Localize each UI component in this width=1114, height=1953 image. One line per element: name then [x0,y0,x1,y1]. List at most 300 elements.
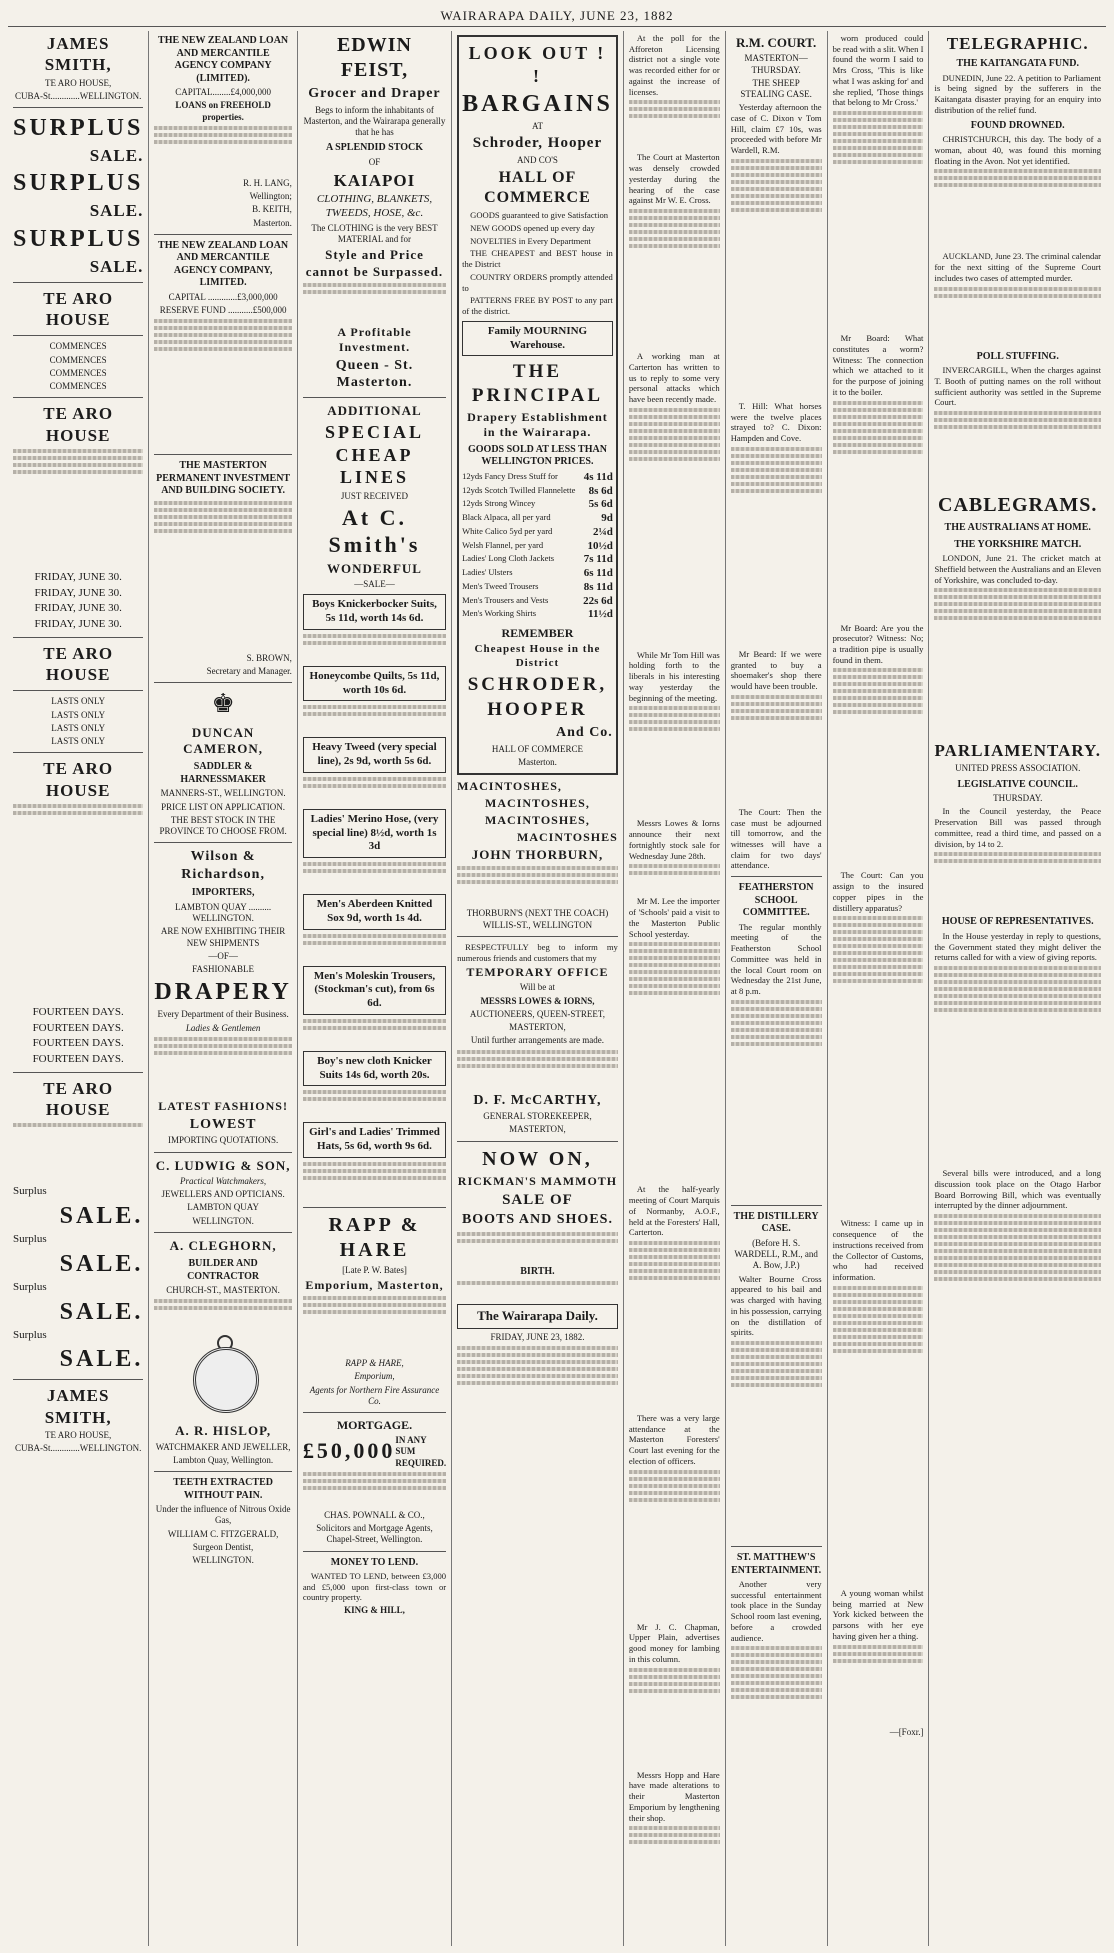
text-filler [457,866,618,906]
daily-masthead: The Wairarapa Daily. [457,1304,618,1328]
fourteen-line: FOURTEEN DAYS. [32,1005,124,1018]
text-filler [731,695,822,805]
pocket-watch-icon [188,1335,258,1417]
birth-heading: BIRTH. [520,1265,555,1277]
price-value: 7s 11d [583,553,613,566]
sale-line: SALE. [59,1250,144,1277]
fourteen-line: FOURTEEN DAYS. [32,1037,124,1050]
featherston-heading: FEATHERSTON SCHOOL COMMITTEE. [738,882,814,919]
sale-line: SALE. [59,1346,144,1373]
friday-line: FRIDAY, JUNE 30. [34,586,122,599]
just-received: JUST RECEIVED [340,490,409,501]
text-filler [154,319,291,449]
signatory-place: Masterton. [253,217,292,228]
price-row [462,485,613,499]
news-paragraph: The Court at Masterton was densely crowded yesterday during the hearing of the case against Mr W. E. Cross. [628,152,720,206]
page-masthead: WAIRARAPA DAILY, JUNE 23, 1882 [8,6,1106,27]
featherston-paragraph: The regular monthly meeting of the Featherston School Committee was held in the local Court room on Wednesday the 21st June, at 8 p.m. [730,921,822,997]
best-material: The CLOTHING is the very BEST MATERIAL and for [311,222,438,244]
price-item: 12yds Fancy Dress Stuff for [462,470,558,481]
saddler-address: MANNERS-ST., WELLINGTON. [160,788,286,799]
text-filler [629,1826,720,1916]
feist-trade: Grocer and Draper [308,86,441,101]
price-value: 9d [601,512,613,525]
mccarthy-town: MASTERTON, [509,1124,566,1135]
divider [154,454,291,455]
ludwig-city: WELLINGTON. [192,1215,254,1226]
text-filler [303,777,446,805]
price-value: 6s 11d [583,567,613,580]
stuffing-heading: POLL STUFFING. [976,350,1059,362]
rapp-late: [Late P. W. Bates] [342,1264,407,1275]
signatory: S. BROWN, [246,652,292,663]
price-value: 22s 6d [583,594,613,607]
lowest-line: LOWEST [189,1116,257,1132]
court-paragraph: Witness: I came up in consequence of the instructions received from the Collector of Customs, who had received information. [832,1218,924,1283]
offer-moleskin: Men's Moleskin Trousers, (Stockman's cut), from 6s 6d. [303,966,446,1015]
divider [13,637,143,638]
price-item: Ladies' Long Cloth Jackets [462,553,555,564]
telegraph-paragraph: LONDON, June 21. The cricket match at Sheffield between the Australians and an Eleven of Yorkshire, was concluded to-day. [934,553,1102,585]
pownall-name: CHAS. POWNALL & CO., [324,1509,425,1520]
divider [154,234,291,235]
house-heading: HOUSE OF REPRESENTATIVES. [941,916,1094,928]
macintoshes-line: MACINTOSHES, [457,779,562,794]
society-heading: THE MASTERTON PERMANENT INVESTMENT AND BUILDING SOCIETY. [156,460,291,497]
text-filler [303,1090,446,1118]
sale-line: SALE. [59,1203,144,1229]
offer-aberdeen: Men's Aberdeen Knitted Sox 9d, worth 1s 4d. [303,894,446,930]
bargains-heading: BARGAINS [462,91,613,117]
court-paragraph: A young woman whilst being married at New York kicked between the parsons with her eye having given her a thing. [832,1587,924,1641]
cheaper-line: GOODS SOLD AT LESS THAN WELLINGTON PRICES. [467,443,607,468]
nz-loan-heading: THE NEW ZEALAND LOAN AND MERCANTILE AGENCY COMPANY (LIMITED). [158,35,289,84]
andco-big: And Co. [556,725,613,741]
sale-line: —SALE— [354,579,395,589]
column-rm-court [726,31,828,1946]
rapp-agents: Agents for Northern Fire Assurance Co. [309,1384,440,1406]
rickman-name: RICKMAN'S MAMMOTH [457,1173,618,1188]
temp-office: TEMPORARY OFFICE [466,965,609,980]
friday-line: FRIDAY, JUNE 30. [34,602,122,615]
drapery-heading: DRAPERY [154,979,292,1006]
text-filler [934,169,1101,249]
until-line: Until further arrangements are made. [470,1035,605,1046]
text-filler [934,287,1101,347]
ludwig-trade: Practical Watchmakers, [180,1175,267,1186]
text-filler [833,668,924,868]
text-filler [303,283,446,323]
divider [303,1551,446,1552]
te-aro-heading: TE ARO HOUSE [43,1078,114,1119]
remember-heading: REMEMBER [501,626,574,641]
commences-line: COMMENCES [49,354,107,365]
hislop-address: Lambton Quay, Wellington. [173,1454,274,1465]
promo-line: THE CHEAPEST and BEST house in the District [462,248,613,270]
surplus-line: SURPLUS [13,225,144,252]
text-filler [629,1241,720,1411]
thorburn-name: JOHN THORBURN, [471,847,604,863]
text-filler [457,1281,618,1301]
saddler-trade: SADDLER & HARNESSMAKER [180,761,266,785]
divider [13,107,143,108]
lasts-line: LASTS ONLY [51,696,106,707]
text-filler [731,447,822,647]
text-filler [629,408,720,648]
text-filler [303,934,446,962]
text-filler [154,126,291,176]
feist-name: EDWIN FEIST, [336,34,412,81]
offer-hats: Girl's and Ladies' Trimmed Hats, 5s 6d, worth 9s 6d. [303,1122,446,1158]
cleghorn-name: A. CLEGHORN, [169,1237,277,1253]
price-row [462,540,613,554]
price-row [462,567,613,581]
text-filler [629,1668,720,1768]
text-filler [629,942,720,1182]
surplus-line: SURPLUS [13,170,144,197]
now-on: NOW ON, [482,1147,593,1170]
lowes-sub: AUCTIONEERS, QUEEN-STREET, [469,1008,605,1019]
text-filler [303,634,446,662]
text-filler [833,1645,924,1725]
money-heading: MONEY TO LEND. [330,1556,419,1568]
macintoshes-line: MACINTOSHES [517,830,618,845]
divider [457,1141,618,1142]
company-line: AND CO'S [517,155,558,165]
price-item: Men's Trousers and Vests [462,594,549,605]
telegraph-paragraph: INVERCARGILL, When the charges against T. Booth of putting names on the roll without sufficient authority was settled in the Supreme Court. [934,365,1102,408]
column-telegraphic [929,31,1106,1946]
commences-line: COMMENCES [49,381,107,391]
wilson-address: LAMBTON QUAY .......... WELLINGTON. [175,901,272,923]
council-heading: LEGISLATIVE COUNCIL. [957,778,1078,790]
mortgage-note: IN ANY SUM REQUIRED. [395,1435,447,1468]
signatory: B. KEITH, [252,204,292,215]
saddler-name: DUNCAN CAMERON, [183,724,264,756]
mortgage-amount: £50,000 [302,1438,396,1463]
of-line: —OF— [208,950,238,961]
fourteen-line: FOURTEEN DAYS. [32,1053,124,1065]
australians-heading: THE AUSTRALIANS AT HOME. [944,522,1091,534]
hall-sub: HALL OF COMMERCE [491,743,584,754]
text-filler [934,411,1101,491]
fashionable-line: FASHIONABLE [192,964,255,974]
press-line: UNITED PRESS ASSOCIATION. [955,763,1081,774]
yorkshire-heading: THE YORKSHIRE MATCH. [954,538,1082,550]
macintoshes-line: MACINTOSHES, [485,796,590,811]
nz-loan-heading: THE NEW ZEALAND LOAN AND MERCANTILE AGENCY COMPANY, LIMITED. [158,239,289,289]
ad-address: CUBA-St.............WELLINGTON. [15,90,142,101]
loans-line: LOANS on FREEHOLD properties. [175,100,271,122]
news-paragraph: While Mr Tom Hill was holding forth to the liberals in his interesting way yesterday the beginning of the meeting. [628,649,720,703]
text-filler [457,1232,618,1262]
columns [8,31,1106,1946]
lookout-heading: LOOK OUT ! ! [468,43,607,86]
text-filler [731,1000,822,1200]
source-credit: —[Foxr.] [889,1726,924,1737]
telegraphic-heading: TELEGRAPHIC. [946,34,1089,53]
ludwig-name: C. LUDWIG & SON, [155,1157,291,1173]
lasts-line: LASTS ONLY [51,709,106,720]
every-department: Every Department of their Business. [157,1009,289,1020]
surplus-small: Surplus [13,1280,47,1293]
price-list [462,471,613,622]
capital-line: CAPITAL .............£3,000,000 [168,291,278,302]
sale-line: SALE. [89,201,144,221]
macintoshes-line: MACINTOSHES, [485,813,590,828]
text-filler [833,1286,924,1586]
news-paragraph: A working man at Carterton has written to us to reply to some very personal attacks which have been recently made. [628,351,720,405]
parliament-paragraph: In the Council yesterday, the Peace Preservation Bill was passed through committee, read a third time, and passed on a division, by 14 to 2. [934,806,1102,849]
column-feist-smith [298,31,452,1946]
drapery-establishment: Drapery Establishment in the Wairarapa. [467,409,608,439]
court-paragraph: The Court: Then the case must be adjourned till tomorrow, and the witnesses will have a claim for two days' attendance. [730,806,822,871]
price-value: 2¼d [592,525,613,538]
hall-heading: HALL OF COMMERCE [484,169,591,207]
importing-quotations: IMPORTING QUOTATIONS. [167,1135,279,1146]
news-paragraph: Messrs Hopp and Hare have made alterations to their Masterton Emporium by lengthening their shop. [628,1769,720,1823]
divider [731,1546,822,1547]
promo-line: GOODS guaranteed to give Satisfaction [470,210,609,221]
schroder-name-big: SCHRODER, [467,673,608,695]
column-company-ads [149,31,297,1946]
thursday-line: THURSDAY. [993,793,1043,804]
will-be: Will be at [519,982,556,993]
price-item: Welsh Flannel, per yard [462,539,544,550]
sale-line: SALE. [59,1298,144,1325]
column-distillery-cont [828,31,930,1946]
signatory: R. H. LANG, [243,177,292,188]
royal-crest-icon: ♚ [211,689,235,719]
schroder-name: Schroder, Hooper [472,135,603,152]
text-filler [154,1299,291,1329]
sale-line: SALE. [89,146,144,165]
surplus-small: Surplus [13,1328,47,1341]
text-filler [934,1214,1101,1514]
price-item: 12yds Strong Wincey [462,498,536,509]
pownall-sub: Solicitors and Mortgage Agents, Chapel-Street, Wellington. [316,1523,433,1545]
price-row [462,608,613,622]
price-row [462,595,613,609]
reserve-line: RESERVE FUND ...........£500,000 [159,305,287,315]
te-aro-heading: TE ARO HOUSE [43,643,114,684]
best-stock: THE BEST STOCK IN THE PROVINCE TO CHOOSE FROM. [159,814,287,836]
rapp-emporium: Emporium, Masterton, [305,1278,444,1292]
divider [154,842,291,843]
stmatt-paragraph: Another very successful entertainment took place in the Sunday School room last evening, before a crowded audience. [730,1579,822,1643]
offer-merino: Ladies' Merino Hose, (very special line) 8½d, worth 1s 3d [303,809,446,858]
text-filler [833,401,924,621]
text-filler [731,159,822,399]
ad-subtitle: TE ARO HOUSE, [45,1429,112,1440]
teeth-heading: TEETH EXTRACTED WITHOUT PAIN. [173,1477,273,1501]
text-filler [629,864,720,894]
dentist-name: WILLIAM C. FITZGERALD, [167,1528,279,1539]
offer-honeycomb: Honeycombe Quilts, 5s 11d, worth 10s 6d. [303,666,446,702]
offer-boys-cloth: Boy's new cloth Knicker Suits 14s 6d, worth 20s. [303,1051,446,1087]
sale-of: SALE OF [502,1191,573,1208]
text-filler [154,1037,291,1097]
promo-line: PATTERNS FREE BY POST to any part of the district. [462,295,613,317]
rapp-emporium-sign: Emporium, [354,1371,395,1382]
hooper-name-big: HOOPER [487,699,588,721]
price-item: 12yds Scotch Twilled Flannelette [462,484,576,495]
mortgage-amount-row [303,1435,446,1469]
friday-line: FRIDAY, JUNE 30. [34,618,122,630]
divider [154,1152,291,1153]
price-value: 8s 6d [588,484,613,497]
te-aro-heading: TE ARO HOUSE [43,288,114,329]
latest-fashions: LATEST FASHIONS! [158,1098,288,1113]
wanted-text: WANTED TO LEND, between £3,000 and £5,000 upon first-class town or country property. [302,1571,447,1603]
price-item: White Calico 5yd per yard [462,525,553,536]
price-value: 11½d [588,608,613,621]
court-paragraph: Mr Beard: If we were granted to buy a shoemaker's shop there would have been trouble. [730,648,822,692]
price-value: 4s 11d [583,470,613,483]
cheapest-house: Cheapest House in the District [474,643,601,669]
surplus-small: Surplus [13,1233,47,1245]
divider [154,682,291,683]
divider [731,876,822,877]
principal-heading: THE PRINCIPAL [471,361,604,407]
capital-line: CAPITAL........£4,000,000 [175,87,271,97]
profitable-investment: A Profitable Investment. [337,324,412,354]
masterton-sub: Masterton. [518,756,557,767]
te-aro-heading: TE ARO HOUSE [43,404,114,445]
column-te-aro-ads [8,31,149,1946]
parliament-paragraph: Several bills were introduced, and a long discussion took place on the Otago Harbor Board Borrowing Bill, which was eventually interrupted by the dinner adjournment. [934,1168,1102,1211]
news-paragraph: At the half-yearly meeting of Court Marquis of Normanby, A.O.F., held at the Foresters' Hall, Carterton. [628,1184,720,1238]
kaitangata-heading: THE KAITANGATA FUND. [956,58,1079,70]
court-paragraph: worn produced could be read with a slit. When I found the worm I said to Mrs Cross, 'This is like what I was asking for' and she replied, 'Those things that belong to Mr Cross.' [832,33,924,108]
te-aro-heading: TE ARO HOUSE [43,759,114,800]
court-paragraph: Mr Board: Are you the prosecutor? Witness: No; a tradition pipe is usually found in them. [832,622,924,665]
divider [13,335,143,336]
queen-street: Queen - St. Masterton. [335,357,414,391]
price-item: Men's Tweed Trousers [462,580,539,591]
clothing-line: CLOTHING, BLANKETS, TWEEDS, HOSE, &c. [316,193,433,219]
divider [731,1205,822,1206]
commences-line: COMMENCES [49,367,107,378]
rm-court-sub: MASTERTON—THURSDAY. [744,53,808,75]
divider [13,1379,143,1380]
price-row [462,512,613,526]
kaiapoi-heading: KAIAPOI [333,171,416,190]
signatory-place: Secretary and Manager. [206,666,292,676]
mortgage-heading: MORTGAGE. [336,1418,413,1432]
parliament-paragraph: In the House yesterday in reply to questions, the Government stated they might deliver the returns called for with a view of giving reports. [934,930,1102,963]
news-paragraph: Messrs Lowes & Iorns announce their next fortnightly stock sale for Wednesday June 28th. [628,818,720,861]
schroder-ad [457,35,618,775]
text-filler [13,1123,143,1183]
telegraph-paragraph: AUCKLAND, June 23. The criminal calendar for the next sitting of the Supreme Court includes two cases of attempted murder. [934,251,1102,283]
price-item: Men's Working Shirts [462,608,536,619]
friday-line: FRIDAY, JUNE 30. [34,570,122,583]
fourteen-line: FOURTEEN DAYS. [32,1021,124,1034]
text-filler [629,706,720,816]
divider [154,1471,291,1472]
divider [154,1232,291,1233]
ad-title: JAMES SMITH, [44,34,112,75]
telegraph-paragraph: CHRISTCHURCH, this day. The body of a woman, about 40, was found this morning floating in the Avon. Not yet identified. [934,134,1102,166]
news-paragraph: There was a very large attendance at the Masterton Foresters' Court last evening for the election of officers. [628,1412,720,1466]
offer-boys: Boys Knickerbocker Suits, 5s 11d, worth 14s 6d. [303,594,446,630]
style-price: Style and Price cannot be Surpassed. [305,247,444,279]
text-filler [457,1050,618,1090]
news-paragraph: Mr M. Lee the importer of 'Schools' paid a visit to the Masterton Public School yesterday. [628,896,720,939]
surplus-line: SURPLUS [13,115,144,141]
of-line: OF [368,156,381,167]
divider [457,936,618,937]
commences-line: COMMENCES [49,341,107,352]
ludwig-street: LAMBTON QUAY [187,1202,259,1213]
drowned-heading: FOUND DROWNED. [970,119,1065,131]
rapp-sign: RAPP & HARE, [345,1358,404,1368]
text-filler [303,1162,446,1202]
court-paragraph: Yesterday afternoon the case of C. Dixon v Tom Hill, claim £7 10s, was proceeded with before Mr Wardell, R.M. [730,102,822,156]
text-filler [303,1472,446,1508]
divider [13,397,143,398]
price-row [462,526,613,540]
hislop-name: A. R. HISLOP, [175,1423,272,1439]
price-value: 10½d [587,539,613,552]
hislop-trade: WATCHMAKER AND JEWELLER, [155,1441,291,1452]
text-filler [833,111,924,331]
text-filler [13,804,143,1004]
court-paragraph: Mr Board: What constitutes a worm? Witness: The connection which we attached to it for the purpose of joining it to the boiler. [832,333,924,397]
distillery-heading: THE DISTILLERY CASE. [733,1210,819,1235]
divider [303,1207,446,1208]
price-row [462,471,613,485]
ad-title: JAMES SMITH, [44,1386,112,1427]
text-filler [731,1341,822,1541]
column-schroder [452,31,624,1946]
boots-shoes: BOOTS AND SHOES. [461,1212,613,1228]
rm-court-heading: R.M. COURT. [736,35,817,50]
dentist-city: WELLINGTON. [192,1555,254,1565]
divider [303,1412,446,1413]
cleghorn-trade: BUILDER AND CONTRACTOR [187,1258,260,1282]
divider [13,282,143,283]
court-paragraph: The Court: Can you assign to the insured copper pipes in the distillery apparatus? [832,870,924,913]
lowes-masterton: MASTERTON, [509,1022,566,1033]
promo-line: COUNTRY ORDERS promptly attended to [462,271,613,293]
price-list: PRICE LIST ON APPLICATION. [161,801,286,812]
stmatt-heading: ST. MATTHEW'S ENTERTAINMENT. [731,1552,822,1576]
mourning-box: Family MOURNING Warehouse. [462,321,613,357]
cleghorn-address: CHURCH-ST., MASTERTON. [166,1285,280,1295]
price-row [462,498,613,512]
lowes-name: MESSRS LOWES & IORNS, [480,995,595,1006]
price-item: Ladies' Ulsters [462,567,513,578]
text-filler [934,852,1101,912]
text-filler [629,209,720,349]
offer-tweed: Heavy Tweed (very special line), 2s 9d, worth 5s 6d. [303,737,446,773]
rapp-hare: RAPP & HARE [328,1213,421,1261]
divider [13,690,143,691]
text-filler [303,862,446,890]
text-filler [731,1646,822,1866]
price-row [462,553,613,567]
cablegrams-heading: CABLEGRAMS. [938,494,1098,517]
signatory-place: Wellington; [249,191,292,201]
text-filler [13,449,143,569]
additional-heading: ADDITIONAL [327,402,422,418]
splendid-stock: A SPLENDID STOCK [325,142,424,154]
text-filler [934,966,1101,1166]
promo-line: NEW GOODS opened up every day [470,222,595,233]
ad-address: CUBA-St.............WELLINGTON. [15,1443,142,1453]
